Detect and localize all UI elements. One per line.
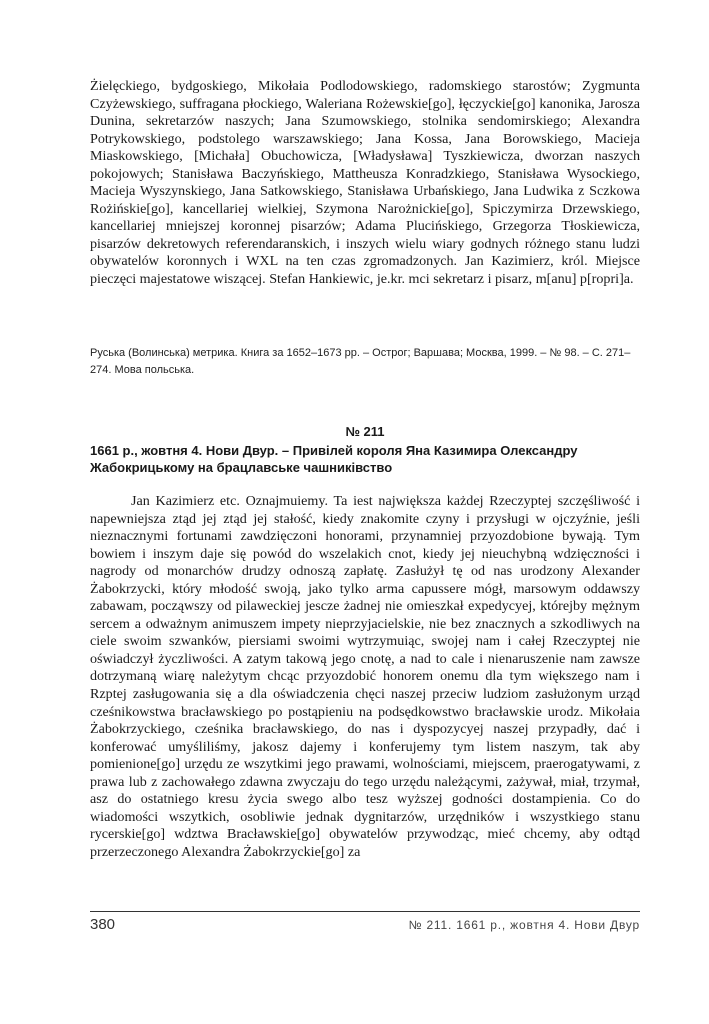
footer-divider bbox=[90, 911, 640, 912]
page-footer bbox=[90, 916, 640, 936]
page-number: 380 bbox=[90, 916, 116, 933]
document-title: 1661 р., жовтня 4. Нови Двур. – Привілей короля Яна Казимира Олександру Жабокрицькому на брацлавське чашниківство bbox=[90, 443, 578, 475]
running-head: № 211. 1661 р., жовтня 4. Нови Двур bbox=[408, 918, 640, 932]
document-number: № 211 bbox=[345, 424, 385, 439]
previous-document-paragraph: Żielęckiego, bydgoskiego, Mikołaia Podlodowskiego, radomskiego starostów; Zygmunta Czyżewskiego, suffragana płockiego, Waleriana Rożewskie[go], łęczyckie[go] kanonika, Jarosza Dunina, sekretarzów naszych; Jana Szumowskiego, stolnika sendomirskiego; Alexandra Potrykowskiego, podstolego warszawskiego; Jana Kossa, Jana Borowskiego, Macieja Miaskowskiego, [Michała] Obuchowicza, [Władysława] Tyszkiewicza, dworzan naszych pokojowych; Stanisława Baczyńskiego, Mattheusza Konradzkiego, Stanisława Wysockiego, Macieja Wyszynskiego, Jana Satkowskiego, Stanisława Urbańskiego, Jana Ludwika z Sczkowa Rożińskie[go], kancellariej wielkiej, Szymona Narożnickie[go], Spiczymirza Drzewskiego, kancellariej mniejszej koronnej pisarzów; Adama Plucińskiego, Grzegorza Tłoskiewicza, pisarzów dekretowych referendaranskich, i inszych wielu wiary godnych różnego stanu ludzi obywatelów koronnych i WXL na ten czas zgromadzonych. Jan Kazimierz, król. Miejsce pieczęci majestatowe wiszącej. Stefan Hankiewic, je.kr. mci sekretarz i pisarz, m[anu] p[ropri]a. bbox=[90, 78, 640, 288]
document-paragraph: Jan Kazimierz etc. Oznajmuiemy. Ta iest największa każdej Rzeczyptej szczęśliwość i napewniejsza ztąd jej ztąd jej stałość, kiedy znakomite czyny i przysługi w ojczyźnie, jeśli nieznacznymi fortunami zawdzięczoni honorami, przynamniej przyozdobione bywają. Tym bowiem i inszym daje się powód do wszelakich cnot, kiedy jej nieuchybną wdzięczności i nagrody od monarchów drudzy odnoszą zapłatę. Zasłużył tę od nas urodzony Alexander Żabokrzycki, który młodość swoją, jako tylko arma capussere mógł, marsowym oddawszy zabawam, począwszy od pilaweckiej jescze żadnej nie omieszkał expedycyej, którejby mężnym sercem a odważnym animuszem impety nieprzyjacielskie, nie bez znacznych a szkodliwych na ciele swoim szwanków, piersiami swoimi wytrzymuiąc, swojej nam i całej Rzeczyptej nie oświadczył życzliwości. A zatym takową jego cnotę, a nad to cale i nienaruszenie nam zawsze dotrzymaną wiarę należytym chcąc przyozdobić honorem onemu dla tym większego nam i Rzptej zasługowania się a dla oświadczenia chęci naszej przeciw ludziom zasłużonym urząd cześnikowstwa bracławskiego po postąpieniu na podsędkowstwo bracławskie urodz. Mikołaia Żabokrzyckiego, cześnika bracławskiego, do nas i dyspozycyej naszej przypadły, dać i konferować umyśliliśmy, jakosz dajemy i konferujemy tym listem naszym, tak aby pomienione[go] urzędu ze wszytkimi jego prawami, wolnościami, miejscem, praerogatywami, z prawa lub z zachowałego zdawna zwyczaju do tego urzędu należącymi, zażywał, miał, trzymał, asz do ostatniego kresu życia swego albo tesz wyższej godności dostampienia. Co do wiadomości wszytkich, osobliwie jednak dygnitarzów, urzędników i wszystkiego stanu rycerskie[go] wdztwa Bracławskie[go] obywatelów przywodząc, mieć chcemy, aby odtąd przerzeczonego Alexandra Żabokrzyckie[go] za bbox=[90, 493, 640, 860]
source-citation: Руська (Волинська) метрика. Книга за 1652–1673 рр. – Острог; Варшава; Москва, 1999. – № 98. – С. 271–274. Мова польська. bbox=[90, 347, 631, 376]
